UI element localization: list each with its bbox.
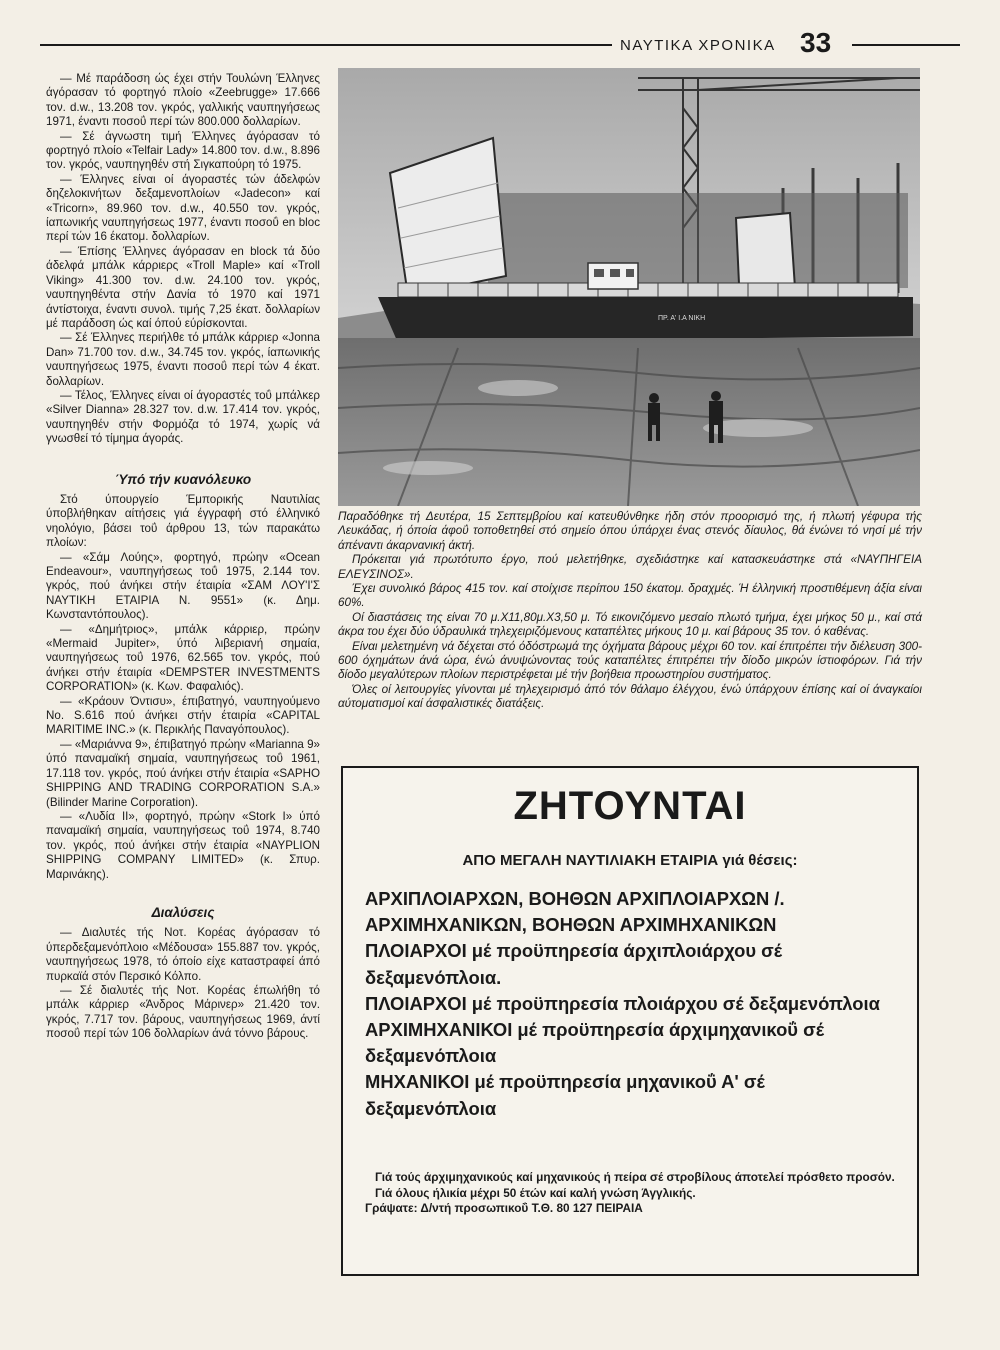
ad-notes	[365, 1170, 901, 1217]
magazine-title: ΝΑΥΤΙΚΑ ΧΡΟΝΙΚΑ	[620, 37, 776, 54]
news-paragraph: — Μέ παράδοση ώς έχει στήν Τουλώνη Έλληνες άγόρασαν τό φορτηγό πλοίο «Zeebrugge» 17.666 τον. d.w., 13.208 τον. γκρός, γαλλικής ναυπηγήσεως 1971, έναντι ποσοΰ περί τών 800.000 δολλαρίων.	[46, 72, 320, 129]
section-paragraph: — «Λυδία ΙΙ», φορτηγό, πρώην «Stork I» ύπό παναμαϊκή σημαία, ναυπηγήσεως τοΰ 1974, 8.740 τον. γκρός, πού άνήκει στήν έταιρία «NAYPLION SHIPPING COMPANY LIMITED» (κ. Σπυρ. Μαρινάκης).	[46, 809, 320, 881]
hull-marking: ΠΡ. Α' Ι.Α ΝΙΚΗ	[658, 315, 706, 322]
ad-position-line: ΠΛΟΙΑΡΧΟΙ μέ προϋπηρεσία πλοιάρχου σέ δεξαμενόπλοια	[365, 992, 880, 1014]
news-paragraph: — Έπίσης Έλληνες άγόρασαν en block τά δύο άδελφά μπάλκ κάρριερς «Troll Maple» καί «Troll Viking» 41.300 τον. d.w. 24.100 τον. γκρός, ναυπηγηθέντα στήν Δανία τό 1970 καί 1971 άντίστοιχα, έναντι συνολ. τιμής 7,25 έκατ. δολλαρίων μέ παράδοση ώς καί όπού εύρίσκονται.	[46, 244, 320, 330]
ad-contact: Γράψατε: Δ/ντή προσωπικοΰ Τ.Θ. 80 127 ΠΕΙΡΑΙΑ	[365, 1201, 643, 1216]
section-paragraph: Στό ύπουργείο Έμπορικής Ναυτιλίας ύποβλήθηκαν αίτήσεις γιά έγγραφή στό έλληνικό νηολόγιο, βάσει τοΰ άρθρου 13, τών παρακάτω πλοίων:	[46, 492, 320, 550]
section-paragraph: — «Κράουν Όντισυ», έπιβατηγό, ναυπηγούμενο Νο. S.616 πού άνήκει στήν έταιρία «CAPITAL MARITIME INC.» (κ. Περικλής Παναγόπουλος).	[46, 694, 320, 737]
floating-bridge-photo	[338, 68, 920, 506]
ad-position-line: ΑΡΧΙΠΛΟΙΑΡΧΩΝ, ΒΟΗΘΩΝ ΑΡΧΙΠΛΟΙΑΡΧΩΝ /.	[365, 888, 785, 909]
photo-illustration	[338, 68, 920, 506]
left-column	[46, 72, 320, 1042]
caption-paragraph: Όλες οί λειτουργίες γίνονται μέ τηλεχειρισμό άπό τόν θάλαμο έλέγχου, ένώ ύπάρχουν έπίσης καί οί άναγκαίοι αύτοματισμοί καί άσφαλιστικές διατάξεις.	[338, 682, 922, 711]
news-paragraph: — Τέλος, Έλληνες είναι οί άγοραστές τοΰ μπάλκερ «Silver Dianna» 28.327 τον. d.w. 17.414 τον. γκρός, ναυπηγηθέν στήν Φορμόζα τό 1974, χωρίς νά γνωσθεί τό τίμημα άγοράς.	[46, 388, 320, 446]
ad-position-line: ΠΛΟΙΑΡΧΟΙ μέ προϋπηρεσία άρχιπλοιάρχου σέ δεξαμενόπλοια.	[365, 940, 783, 988]
section-paragraph: — Διαλυτές τής Νοτ. Κορέας άγόρασαν τό ύπερδεξαμενόπλοιο «Μέδουσα» 155.887 τον. γκρός, ναυπηγήσεως 1978, τό όποίο είχε καταστραφεί άπό πυρκαϊά στόν Περσικό Κόλπο.	[46, 926, 320, 983]
header-rule-right	[852, 44, 960, 46]
section-paragraph: — «Σάμ Λούης», φορτηγό, πρώην «Ocean Endeavour», ναυπηγήσεως τοΰ 1975, 2.144 τον. γκρός, πού άνήκει στήν έταιρία «ΣΑΜ ΛΟΥ'Ι'Σ ΝΑΥΤΙΚΗ ΕΤΑΙΡΙΑ Ν. 9551» (κ. Δημ. Κωνσταντόπουλος).	[46, 550, 320, 622]
section-heading-scrapping: Διαλύσεις	[151, 904, 215, 920]
caption-paragraph: Έχει συνολικό βάρος 415 τον. καί στοίχισε περίπου 150 έκατομ. δραχμές. Ή έλληνική προστιθέμενη άξία είναι 60%.	[338, 582, 922, 610]
ad-note: Γιά τούς άρχιμηχανικούς καί μηχανικούς ή πείρα σέ στροβίλους άποτελεί πρόσθετο προσόν.	[375, 1170, 895, 1184]
ad-position-line: ΑΡΧΙΜΗΧΑΝΙΚΩΝ, ΒΟΗΘΩΝ ΑΡΧΙΜΗΧΑΝΙΚΩΝ	[365, 914, 777, 936]
section-paragraph: — «Δημήτριος», μπάλκ κάρριερ, πρώην «Mermaid Jupiter», ύπό λιβεριανή σημαία, ναυπηγήσεως τοΰ 1976, 62.565 τον. γκρός, πού άνήκει στήν έταιρία «DEMPSTER INVESTMENTS CORPORATION» (κ. Κων. Φαφαλιός).	[46, 622, 320, 694]
caption-paragraph: Πρόκειται γιά πρωτότυπο έργο, πού μελετήθηκε, σχεδιάστηκε καί κατασκευάστηκε στά «ΝΑΥΠΗΓΕΙΑ ΕΛΕΥΣΙΝΟΣ».	[338, 553, 922, 581]
caption-paragraph: Παραδόθηκε τή Δευτέρα, 15 Σεπτεμβρίου καί κατευθύνθηκε ήδη στόν προορισμό της, ή πλωτή γέφυρα τής Λευκάδας, ή όποία άφοΰ τοποθετηθεί στό σημείο όπου ύπάρχει ένας στενός δίαυλος, θά ένώνει τό νησί μέ τήν άπέναντι άκαρνανική άκτή.	[338, 510, 922, 552]
ad-note: Γιά όλους ήλικία μέχρι 50 έτών καί καλή γνώση Άγγλικής.	[375, 1185, 696, 1200]
header-rule-left	[40, 44, 612, 46]
page-number: 33	[800, 27, 832, 58]
caption-paragraph: Οί διαστάσεις της είναι 70 μ.Χ11,80μ.Χ3,50 μ. Τό εικονιζόμενο μεσαίο πλωτό τμήμα, έχει μήκος 50 μ., καί στά άκρα του έχει δύο ύδραυλικά τηλεχειριζόμενους καταπέλτες μήκους 10 μ. καί βάρους 35 τον. ό καθένας.	[338, 610, 922, 639]
ad-title: ΖΗΤΟΥΝΤΑΙ	[513, 784, 747, 828]
photo-caption	[338, 510, 922, 712]
job-advertisement	[341, 766, 919, 1276]
news-paragraph: — Έλληνες είναι οί άγοραστές τών άδελφών δηζελοκινήτων δεξαμενοπλοίων «Jadecon» καί «Tricorn», 89.960 τον. d.w., 40.550 τον. γκρός, ίαπωνικής ναυπηγήσεως 1977, έναντι ποσοΰ en bloc περί τών 16 έκατομ. δολλαρίων.	[46, 172, 320, 244]
news-paragraph: — Σέ άγνωστη τιμή Έλληνες άγόρασαν τό φορτηγό πλοίο «Telfair Lady» 14.800 τον. d.w., 8.896 τον. γκρός, ναυπηγηθέν στή Σιγκαπούρη τό 1975.	[46, 129, 320, 172]
section-paragraph: — Σέ διαλυτές τής Νοτ. Κορέας έπωλήθη τό μπάλκ κάρριερ «Άνδρος Μάρινερ» 21.420 τον. γκρός, 7.717 τον. βάρους, ναυπηγήσεως 1969, άντί ποσοΰ περί τών 106 δολλαρίων άνά τόννο βάρους.	[46, 983, 320, 1041]
section-heading-flag: Ύπό τήν κυανόλευκο	[114, 471, 252, 487]
ad-position-line: ΑΡΧΙΜΗΧΑΝΙΚΟΙ μέ προϋπηρεσία άρχιμηχανικοΰ σέ δεξαμενόπλοια	[365, 1019, 825, 1067]
section-paragraph: — «Μαριάννα 9», έπιβατηγό πρώην «Marianna 9» ύπό παναμαϊκή σημαία, ναυπηγήσεως τοΰ 1961, 17.118 τον. γκρός, πού άνήκει στήν έταιρία «SAPHO SHIPPING AND TRADING CORPORATION S.A.» (Bilinder Marine Corporation).	[46, 737, 320, 809]
caption-paragraph: Είναι μελετημένη νά δέχεται στό όδόστρωμά της όχήματα βάρους μέχρι 60 τον. καί έπιτρέπει τήν διέλευση 300-600 όχημάτων άνά ώρα, ένώ άνυψώνοντας τούς καταπέλτες έπιτρέπει τήν δίοδο μικρών ίστιοφόρων. Γιά τήν δίοδο μεγαλύτερων πλοίων περιστρέφεται μέ τήν βοήθεια προωστηρίου συστήματος.	[338, 639, 922, 682]
ad-position-line: ΜΗΧΑΝΙΚΟΙ μέ προϋπηρεσία μηχανικοΰ Α' σέ δεξαμενόπλοια	[365, 1071, 765, 1119]
ad-subtitle: ΑΠΟ ΜΕΓΑΛΗ ΝΑΥΤΙΛΙΑΚΗ ΕΤΑΙΡΙΑ γιά θέσεις:	[462, 852, 798, 869]
ad-positions	[365, 886, 901, 1122]
news-paragraph: — Σέ Έλληνες περιήλθε τό μπάλκ κάρριερ «Jonna Dan» 71.700 τον. d.w., 34.745 τον. γκρός, ίαπωνικής ναυπηγήσεως 1975, έναντι ποσοΰ περί τών 4 έκατ. δολλαρίων.	[46, 331, 320, 388]
